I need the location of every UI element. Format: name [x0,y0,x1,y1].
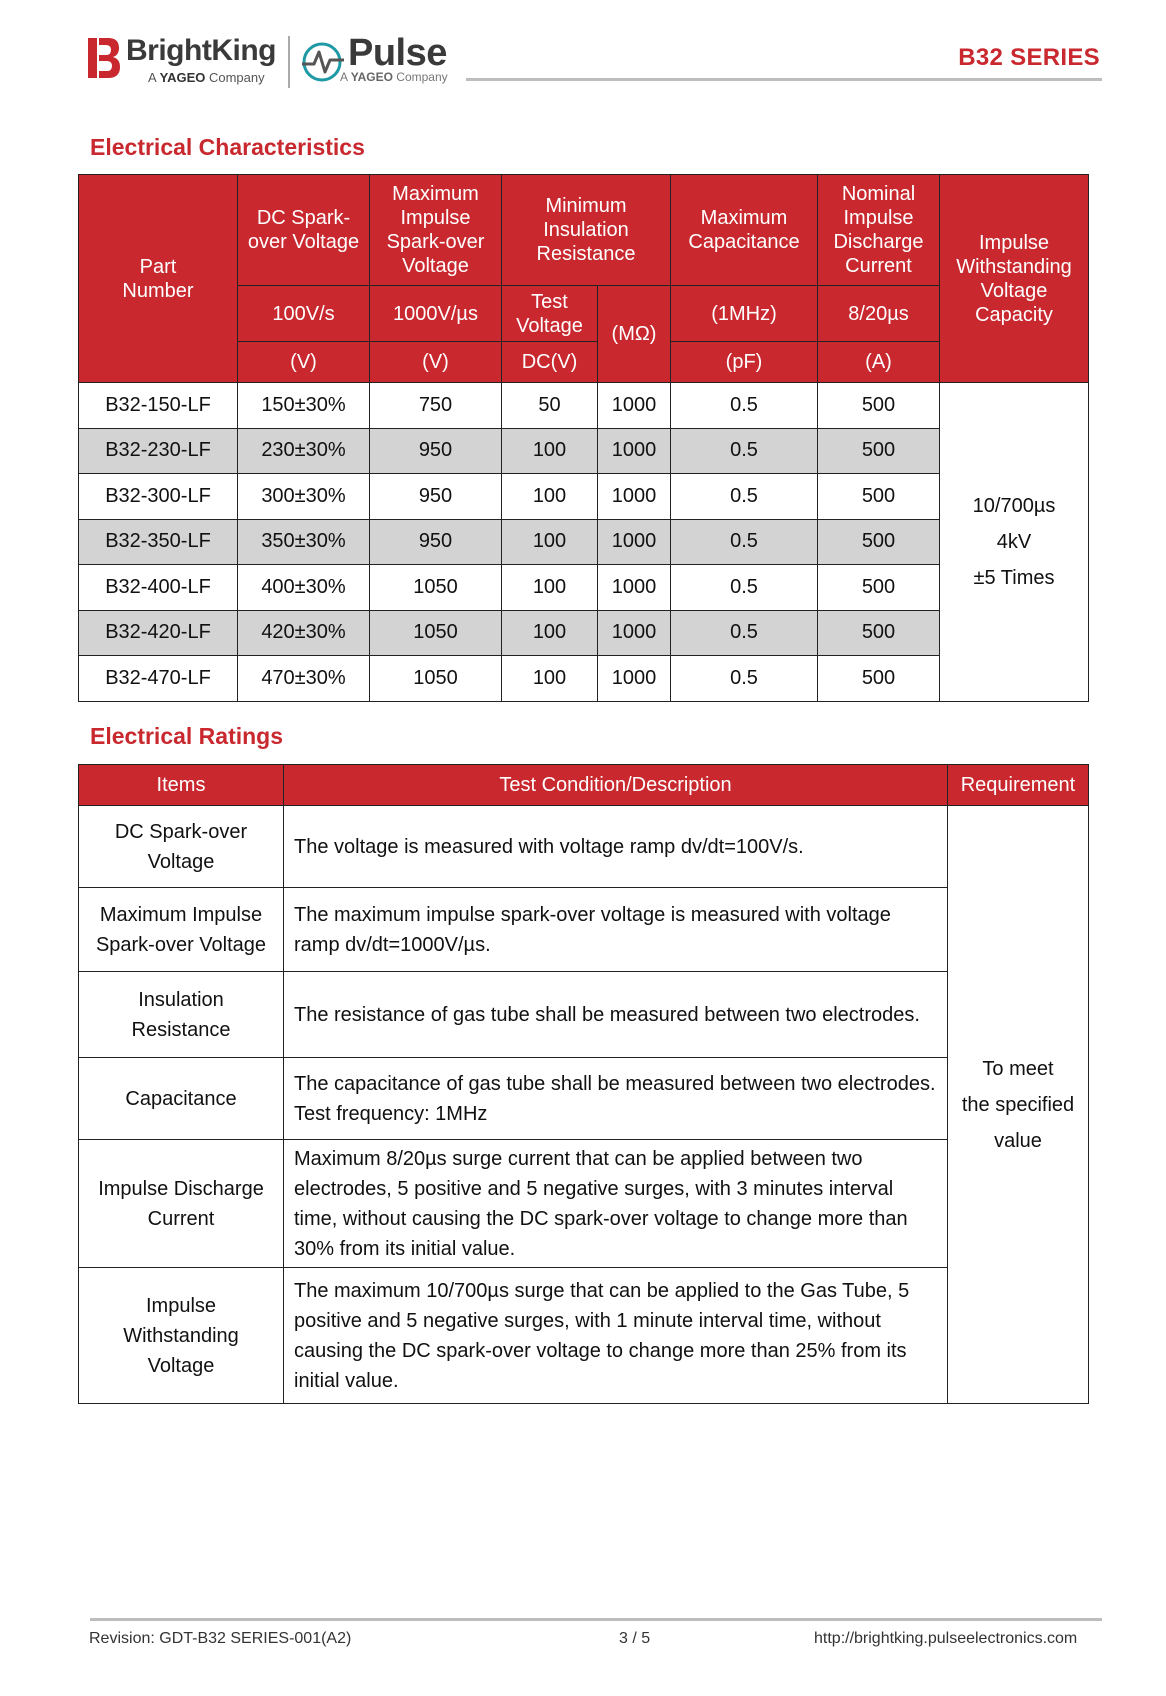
cell-discharge-current: 500 [818,474,940,520]
cell-discharge-current: 500 [818,519,940,565]
cell-dc-spark-voltage: 400±30% [238,565,370,611]
cell-insulation-resistance: 1000 [598,565,671,611]
cell-insulation-resistance: 1000 [598,610,671,656]
rating-description: The maximum impulse spark-over voltage is measured with voltage ramp dv/dt=1000V/µs. [284,888,948,972]
cell-capacitance: 0.5 [671,383,818,429]
cell-insulation-resistance: 1000 [598,428,671,474]
header-unit-a: (A) [818,342,940,383]
requirement-line2: the specified [961,1093,1075,1116]
header-waveform: 8/20µs [818,286,940,342]
brand1-name: BrightKing [126,34,276,67]
footer-url[interactable]: http://brightking.pulseelectronics.com [814,1630,1078,1647]
cell-dc-spark-voltage: 150±30% [238,383,370,429]
header-requirement: Requirement [948,765,1089,806]
table-row [79,565,1089,611]
footer-revision: Revision: GDT-B32 SERIES-001(A2) [89,1630,352,1647]
table-row [79,383,1089,429]
cell-test-voltage: 100 [502,610,598,656]
header-part-number: Part Number [79,175,238,383]
header-unit-pf: (pF) [671,342,818,383]
cell-impulse-spark-voltage: 1050 [370,610,502,656]
cell-part-number: B32-400-LF [79,565,238,611]
table-row [79,428,1089,474]
cell-part-number: B32-230-LF [79,428,238,474]
cell-impulse-spark-voltage: 950 [370,474,502,520]
table-row [79,1058,1089,1140]
requirement-line1: To meet [982,1057,1054,1080]
rating-item: Impulse Withstanding Voltage [79,1268,284,1404]
cell-test-voltage: 100 [502,656,598,702]
footer-rule [90,1618,1102,1621]
brand2-name: Pulse [348,32,447,74]
rating-item: Impulse Discharge Current [79,1140,284,1268]
header-impulse-withstanding: Impulse Withstanding Voltage Capacity [940,175,1089,383]
rating-item: Insulation Resistance [79,972,284,1058]
brightking-logo [88,34,288,90]
rating-description: Maximum 8/20µs surge current that can be applied between two electrodes, 5 positive and 5 negative surges, with 3 minutes interval time, without causing the DC spark-over voltage to change more than 30% from its initial value. [284,1140,948,1268]
cell-dc-spark-voltage: 470±30% [238,656,370,702]
withstand-line3: ±5 Times [973,566,1055,589]
header-min-insulation: Minimum Insulation Resistance [502,175,671,286]
rating-description: The maximum 10/700µs surge that can be applied to the Gas Tube, 5 positive and 5 negative surges, with 1 minute interval time, without causing the DC spark-over voltage to change more than 25% from its initial value. [284,1268,948,1404]
rating-item: Capacitance [79,1058,284,1140]
table-row [79,519,1089,565]
rating-description: The capacitance of gas tube shall be measured between two electrodes. Test frequency: 1MHz [284,1058,948,1140]
cell-insulation-resistance: 1000 [598,383,671,429]
cell-capacitance: 0.5 [671,474,818,520]
rating-item: Maximum Impulse Spark-over Voltage [79,888,284,972]
withstand-line2: 4kV [996,530,1032,553]
header-test-condition: Test Condition/Description [284,765,948,806]
header-unit-v-impulse: (V) [370,342,502,383]
requirement-line3: value [994,1129,1042,1152]
cell-insulation-resistance: 1000 [598,656,671,702]
header-test-voltage: Test Voltage [502,286,598,342]
table-row [79,656,1089,702]
cell-test-voltage: 100 [502,428,598,474]
cell-capacitance: 0.5 [671,519,818,565]
brightking-mark-icon [88,38,120,78]
header-max-capacitance: Maximum Capacitance [671,175,818,286]
cell-capacitance: 0.5 [671,610,818,656]
characteristics-title: Electrical Characteristics [90,134,365,160]
cell-discharge-current: 500 [818,656,940,702]
ratings-table [78,764,1089,1404]
cell-discharge-current: 500 [818,565,940,611]
cell-capacitance: 0.5 [671,428,818,474]
cell-dc-spark-voltage: 350±30% [238,519,370,565]
characteristics-table [78,174,1089,702]
cell-impulse-spark-voltage: 1050 [370,565,502,611]
header-unit-dcv: DC(V) [502,342,598,383]
cell-insulation-resistance: 1000 [598,519,671,565]
rating-description: The voltage is measured with voltage ramp dv/dt=100V/s. [284,806,948,888]
header-impulse-rate: 1000V/µs [370,286,502,342]
table-row [79,1140,1089,1268]
cell-part-number: B32-300-LF [79,474,238,520]
table-row [79,806,1089,888]
impulse-withstanding-value [940,383,1089,702]
rating-description: The resistance of gas tube shall be measured between two electrodes. [284,972,948,1058]
cell-test-voltage: 50 [502,383,598,429]
header-dc-spark: DC Spark-over Voltage [238,175,370,286]
pulse-logo [300,34,470,90]
cell-test-voltage: 100 [502,474,598,520]
header-items: Items [79,765,284,806]
withstand-line1: 10/700µs [972,494,1056,517]
header-rule [466,78,1102,81]
table-row [79,1268,1089,1404]
cell-dc-spark-voltage: 230±30% [238,428,370,474]
cell-impulse-spark-voltage: 1050 [370,656,502,702]
header-max-impulse: Maximum Impulse Spark-over Voltage [370,175,502,286]
table-row [79,972,1089,1058]
table-row [79,888,1089,972]
header-dc-rate: 100V/s [238,286,370,342]
logo-divider [288,36,290,88]
cell-test-voltage: 100 [502,519,598,565]
cell-discharge-current: 500 [818,383,940,429]
ratings-title: Electrical Ratings [90,723,284,749]
cell-capacitance: 0.5 [671,565,818,611]
cell-part-number: B32-420-LF [79,610,238,656]
table-row [79,474,1089,520]
footer-page-number: 3 / 5 [619,1630,651,1647]
cell-part-number: B32-470-LF [79,656,238,702]
cell-part-number: B32-150-LF [79,383,238,429]
cell-capacitance: 0.5 [671,656,818,702]
cell-part-number: B32-350-LF [79,519,238,565]
page-header [0,0,1166,100]
cell-dc-spark-voltage: 300±30% [238,474,370,520]
cell-discharge-current: 500 [818,428,940,474]
cell-impulse-spark-voltage: 750 [370,383,502,429]
cell-dc-spark-voltage: 420±30% [238,610,370,656]
series-title: B32 SERIES [958,44,1100,71]
header-megaohm-unit: (MΩ) [598,286,671,383]
rating-item: DC Spark-over Voltage [79,806,284,888]
cell-insulation-resistance: 1000 [598,474,671,520]
cell-test-voltage: 100 [502,565,598,611]
header-frequency: (1MHz) [671,286,818,342]
brand2-subtitle: A YAGEO Company [340,70,448,84]
brand1-subtitle: A YAGEO Company [148,70,265,85]
table-row [79,610,1089,656]
cell-impulse-spark-voltage: 950 [370,428,502,474]
cell-discharge-current: 500 [818,610,940,656]
cell-impulse-spark-voltage: 950 [370,519,502,565]
header-unit-v-dc: (V) [238,342,370,383]
header-nominal-impulse: Nominal Impulse Discharge Current [818,175,940,286]
requirement-value [948,806,1089,1404]
